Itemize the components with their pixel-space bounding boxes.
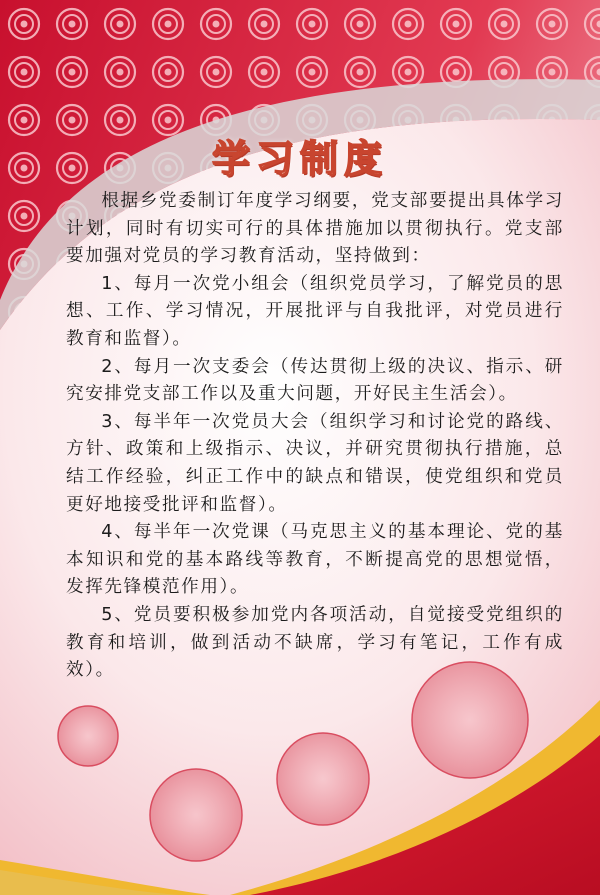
rule-item-2: 2、每月一次支委会（传达贯彻上级的决议、指示、研究安排党支部工作以及重大问题，开好民主生活会）。: [66, 356, 564, 405]
rule-item-3: 3、每半年一次党员大会（组织学习和讨论党的路线、方针、政策和上级指示、决议，并研究贯彻执行措施，总结工作经验，纠正工作中的缺点和错误，使党组织和党员更好地接受批评和监督）。: [66, 411, 564, 515]
page-title: 学习制度: [211, 137, 388, 181]
rule-item-4: 4、每半年一次党课（马克思主义的基本理论、党的基本知识和党的基本路线等教育，不断提高党的思想觉悟，发挥先锋模范作用）。: [66, 522, 564, 598]
rule-item-1: 1、每月一次党小组会（组织党员学习，了解党员的思想、工作、学习情况，开展批评与自我批评，对党员进行教育和监督）。: [66, 273, 564, 349]
rule-item-5: 5、党员要积极参加党内各项活动，自觉接受党组织的教育和培训，做到活动不缺席，学习有笔记，工作有成效）。: [66, 604, 564, 681]
regulation-body: [66, 188, 564, 685]
intro-paragraph: 根据乡党委制订年度学习纲要，党支部要提出具体学习计划，同时有切实可行的具体措施加以贯彻执行。党支部要加强对党员的学习教育活动，坚持做到：: [66, 191, 564, 267]
